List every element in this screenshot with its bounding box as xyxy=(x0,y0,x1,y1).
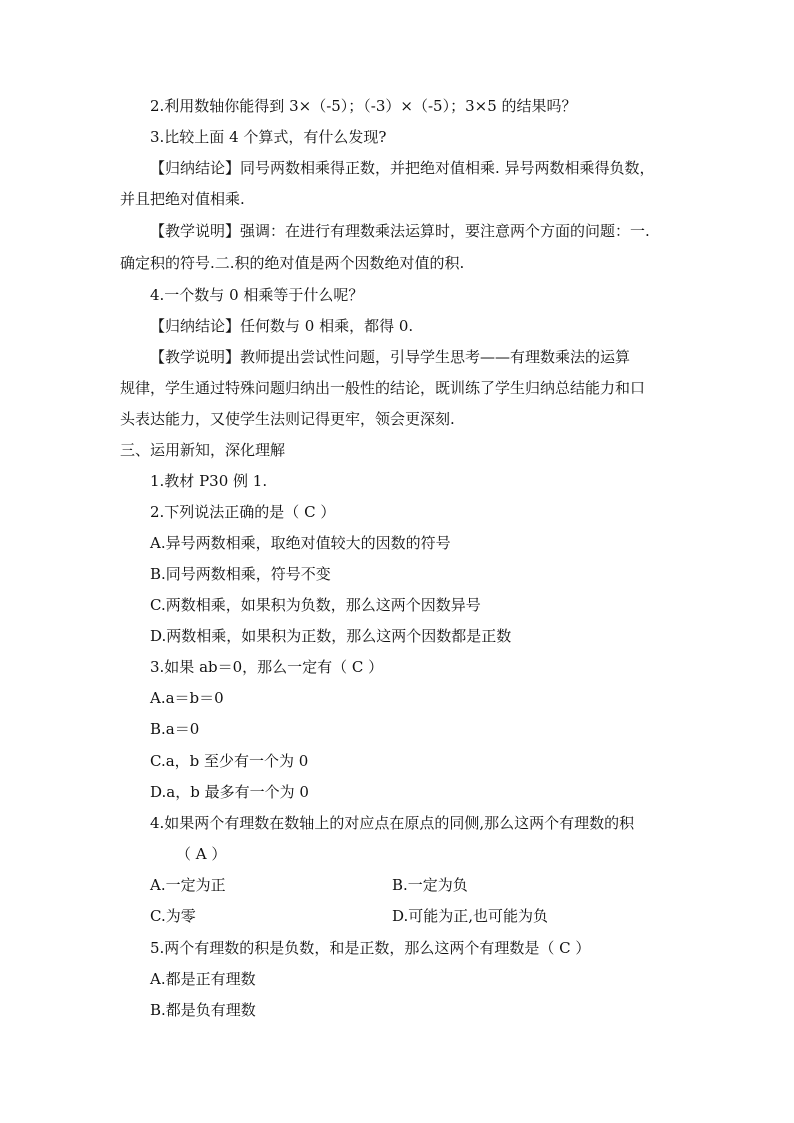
exercise-5-question: 5.两个有理数的积是负数，和是正数，那么这两个有理数是（ C ） xyxy=(150,939,591,957)
exercise-4-option-a: A.一定为正 xyxy=(150,876,226,894)
exercise-3-option-d: D.a，b 最多有一个为 0 xyxy=(150,783,309,801)
exercise-5-option-a: A.都是正有理数 xyxy=(150,970,256,988)
teaching-note-line-1: 【教学说明】强调：在进行有理数乘法运算时，要注意两个方面的问题：一. xyxy=(150,222,650,240)
question-3-line: 3.比较上面 4 个算式，有什么发现? xyxy=(150,128,387,146)
question-4-line: 4.一个数与 0 相乘等于什么呢？ xyxy=(150,286,364,304)
exercise-2-option-d: D.两数相乘，如果积为正数，那么这两个因数都是正数 xyxy=(150,627,512,645)
exercise-4-question: 4.如果两个有理数在数轴上的对应点在原点的同侧,那么这两个有理数的积 xyxy=(150,814,635,832)
conclusion-line-2: 并且把绝对值相乘. xyxy=(120,190,245,208)
exercise-3-option-a: A.a＝b＝0 xyxy=(150,689,224,707)
exercise-2-option-a: A.异号两数相乘，取绝对值较大的因数的符号 xyxy=(150,534,451,552)
teaching-note-line-2: 确定积的符号.二.积的绝对值是两个因数绝对值的积. xyxy=(120,254,465,272)
exercise-3-question: 3.如果 ab＝0，那么一定有（ C ） xyxy=(150,658,384,676)
exercise-2-option-c: C.两数相乘，如果积为负数，那么这两个因数异号 xyxy=(150,596,481,614)
conclusion-zero-line: 【归纳结论】任何数与 0 相乘，都得 0. xyxy=(150,317,414,335)
exercise-1-line: 1.教材 P30 例 1. xyxy=(150,472,268,490)
exercise-3-option-b: B.a＝0 xyxy=(150,720,200,738)
exercise-3-option-c: C.a，b 至少有一个为 0 xyxy=(150,752,309,770)
exercise-2-option-b: B.同号两数相乘，符号不变 xyxy=(150,565,331,583)
teaching-note-2-line-1: 【教学说明】教师提出尝试性问题，引导学生思考——有理数乘法的运算 xyxy=(150,348,631,366)
exercise-4-option-d: D.可能为正,也可能为负 xyxy=(392,907,549,925)
exercise-4-answer: （ A ） xyxy=(176,845,227,863)
exercise-4-option-c: C.为零 xyxy=(150,907,196,925)
exercise-5-option-b: B.都是负有理数 xyxy=(150,1001,256,1019)
conclusion-line-1: 【归纳结论】同号两数相乘得正数，并把绝对值相乘. 异号两数相乘得负数， xyxy=(150,159,655,177)
question-2-line: 2.利用数轴你能得到 3×（-5）；（-3）×（-5）；3×5 的结果吗？ xyxy=(150,97,577,115)
teaching-note-2-line-2: 规律，学生通过特殊问题归纳出一般性的结论，既训练了学生归纳总结能力和口 xyxy=(120,379,646,397)
exercise-4-option-b: B.一定为负 xyxy=(392,876,468,894)
teaching-note-2-line-3: 头表达能力，又使学生法则记得更牢，领会更深刻. xyxy=(120,410,455,428)
exercise-2-question: 2.下列说法正确的是（ C ） xyxy=(150,503,336,521)
section-heading: 三、运用新知，深化理解 xyxy=(120,441,286,459)
